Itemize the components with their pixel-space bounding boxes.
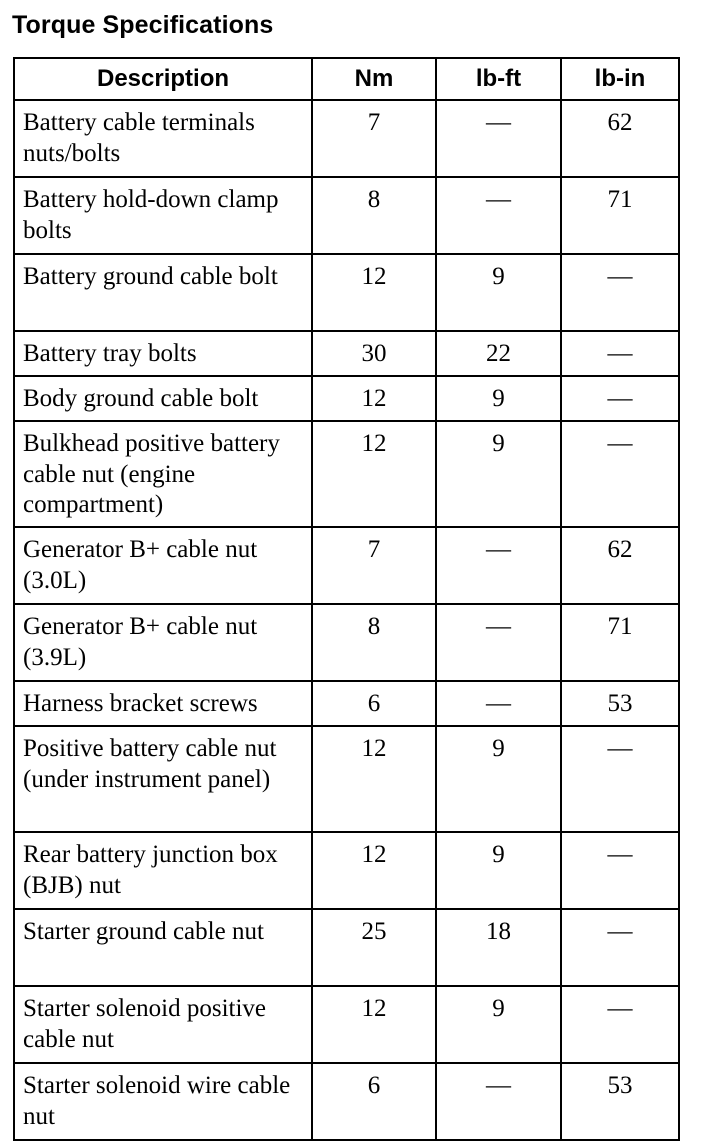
cell-lb-in: 53 (561, 681, 679, 726)
table-row (14, 527, 679, 604)
cell-nm: 8 (312, 604, 436, 681)
cell-nm: 12 (312, 726, 436, 832)
table-row (14, 177, 679, 254)
cell-nm: 6 (312, 1063, 436, 1140)
cell-description: Battery hold-down clamp bolts (14, 177, 312, 254)
cell-lb-in: — (561, 832, 679, 909)
cell-lb-in: — (561, 726, 679, 832)
column-header-description: Description (14, 58, 312, 100)
table-row (14, 1063, 679, 1140)
cell-lb-in: — (561, 331, 679, 376)
table-row (14, 421, 679, 527)
table-row (14, 986, 679, 1063)
cell-nm: 12 (312, 376, 436, 421)
table-row (14, 726, 679, 832)
cell-nm: 12 (312, 832, 436, 909)
cell-lb-ft: — (436, 1063, 561, 1140)
cell-description: Battery ground cable bolt (14, 254, 312, 331)
cell-lb-ft: 22 (436, 331, 561, 376)
cell-description: Bulkhead positive battery cable nut (engine compartment) (14, 421, 312, 527)
cell-description: Starter solenoid positive cable nut (14, 986, 312, 1063)
cell-nm: 7 (312, 527, 436, 604)
cell-lb-ft: 9 (436, 832, 561, 909)
cell-description: Generator B+ cable nut (3.9L) (14, 604, 312, 681)
cell-lb-in: 71 (561, 604, 679, 681)
cell-description: Starter solenoid wire cable nut (14, 1063, 312, 1140)
cell-lb-in: — (561, 376, 679, 421)
cell-description: Positive battery cable nut (under instrument panel) (14, 726, 312, 832)
cell-description: Harness bracket screws (14, 681, 312, 726)
cell-lb-in: 53 (561, 1063, 679, 1140)
cell-lb-ft: — (436, 681, 561, 726)
cell-lb-ft: 9 (436, 986, 561, 1063)
cell-nm: 12 (312, 421, 436, 527)
cell-nm: 8 (312, 177, 436, 254)
cell-nm: 25 (312, 909, 436, 986)
cell-lb-ft: — (436, 527, 561, 604)
cell-nm: 6 (312, 681, 436, 726)
table-header-row (14, 58, 679, 100)
cell-description: Rear battery junction box (BJB) nut (14, 832, 312, 909)
cell-lb-ft: 18 (436, 909, 561, 986)
table-row (14, 376, 679, 421)
table-row (14, 909, 679, 986)
table-row (14, 681, 679, 726)
cell-nm: 12 (312, 986, 436, 1063)
cell-lb-ft: 9 (436, 421, 561, 527)
cell-lb-in: 62 (561, 527, 679, 604)
cell-lb-in: — (561, 254, 679, 331)
cell-lb-in: — (561, 986, 679, 1063)
cell-lb-in: 62 (561, 100, 679, 177)
cell-description: Battery tray bolts (14, 331, 312, 376)
cell-lb-in: — (561, 421, 679, 527)
table-row (14, 100, 679, 177)
cell-lb-ft: 9 (436, 726, 561, 832)
cell-nm: 30 (312, 331, 436, 376)
column-header-nm: Nm (312, 58, 436, 100)
table-row (14, 832, 679, 909)
cell-lb-in: — (561, 909, 679, 986)
cell-lb-ft: — (436, 100, 561, 177)
cell-nm: 7 (312, 100, 436, 177)
cell-description: Body ground cable bolt (14, 376, 312, 421)
page-title: Torque Specifications (12, 11, 274, 39)
cell-lb-ft: — (436, 177, 561, 254)
table-row (14, 331, 679, 376)
cell-description: Battery cable terminals nuts/bolts (14, 100, 312, 177)
cell-lb-ft: — (436, 604, 561, 681)
column-header-lb-in: lb-in (561, 58, 679, 100)
cell-lb-ft: 9 (436, 376, 561, 421)
table-row (14, 604, 679, 681)
cell-description: Generator B+ cable nut (3.0L) (14, 527, 312, 604)
cell-lb-in: 71 (561, 177, 679, 254)
cell-nm: 12 (312, 254, 436, 331)
cell-lb-ft: 9 (436, 254, 561, 331)
table-row (14, 254, 679, 331)
torque-spec-table (13, 57, 680, 1141)
cell-description: Starter ground cable nut (14, 909, 312, 986)
column-header-lb-ft: lb-ft (436, 58, 561, 100)
